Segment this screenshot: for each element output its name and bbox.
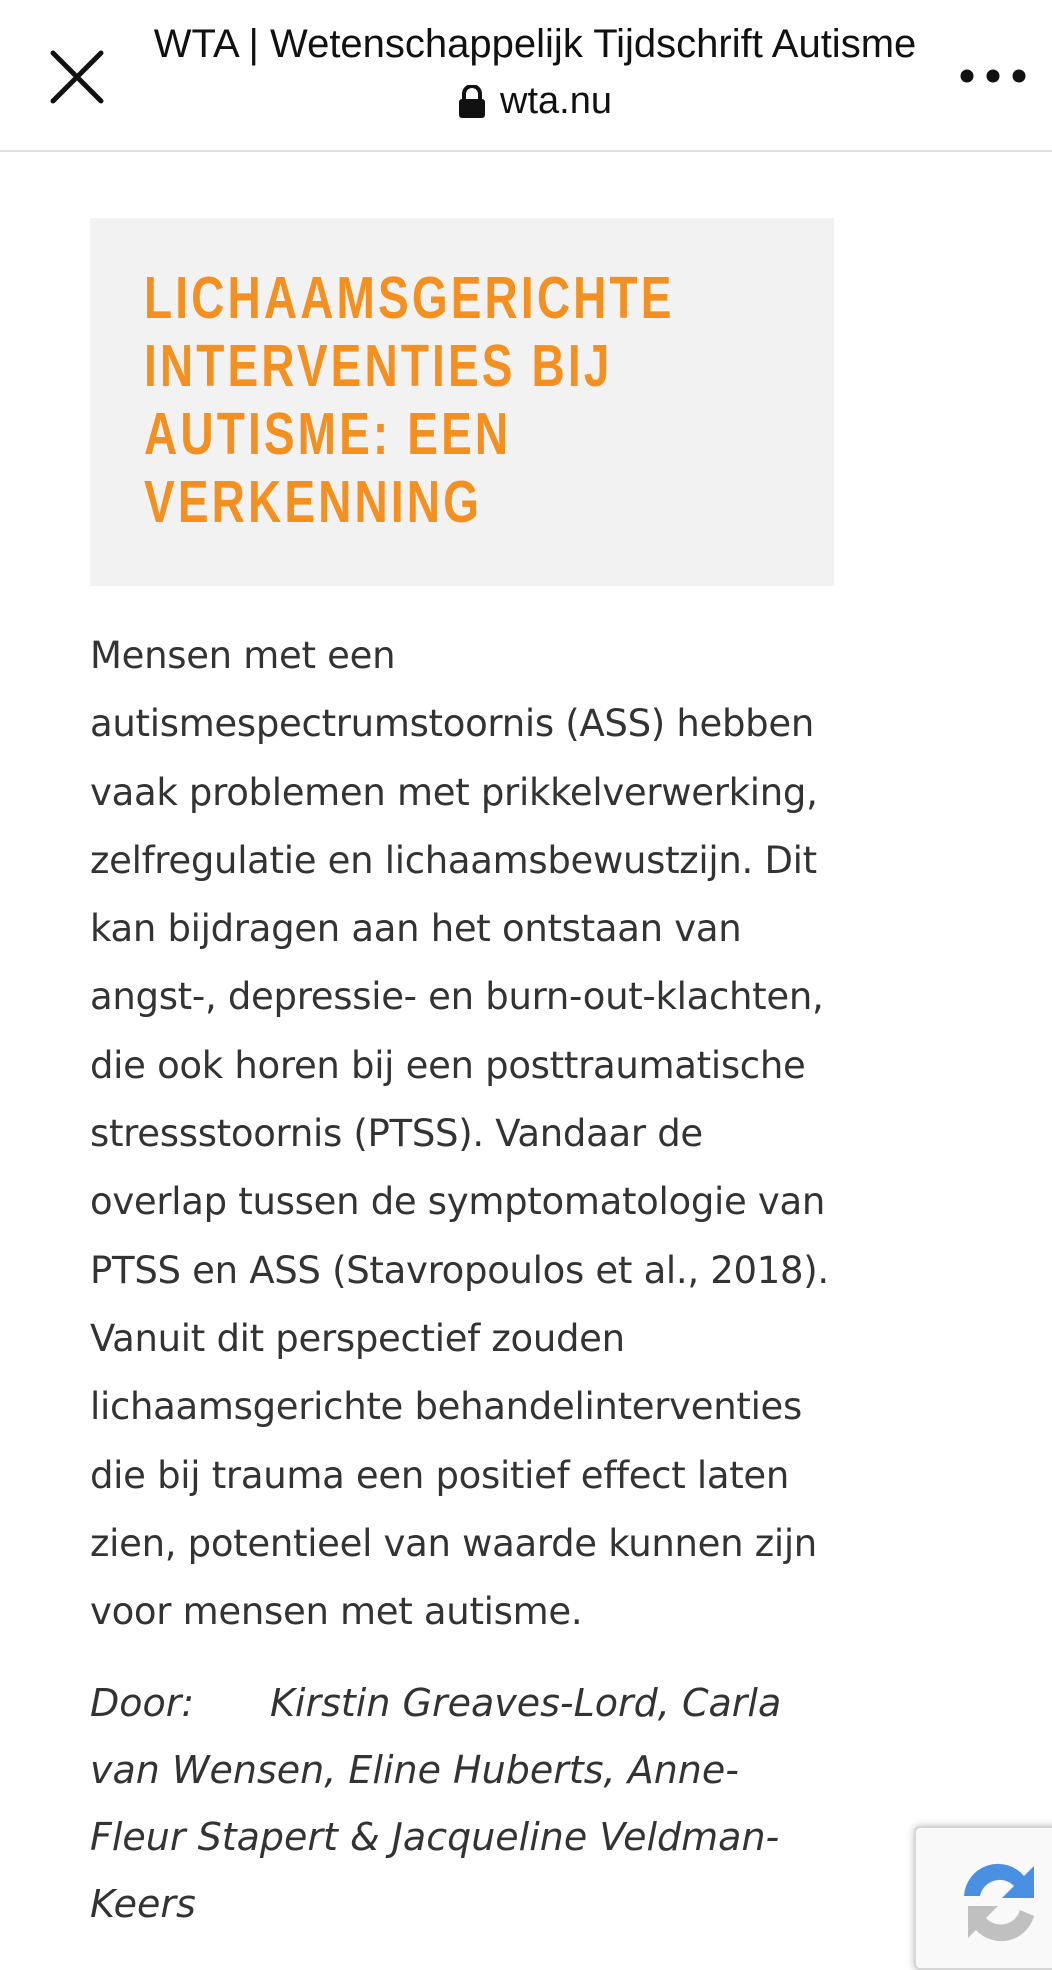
article-intro: Mensen met een autismespectrumstoornis (ASS) hebben vaak problemen met prikkelverwerking, zelfregulatie en lichaamsbewustzijn. Dit kan bijdragen aan het ontstaan van angst-, depressie- en burn-out-klachten, die ook horen bij een posttraumatische stressstoornis (PTSS). Vandaar de overlap tussen de symptomatologie van PTSS en ASS (Stavropoulos et al., 2018). Vanuit dit perspectief zouden lichaamsgerichte behandelinterventies die bij trauma een positief effect laten zien, potentieel van waarde kunnen zijn voor mensen met autisme. bbox=[90, 634, 829, 1634]
page-title: WTA | Wetenschappelijk Tijdschrift Autisme bbox=[153, 22, 917, 66]
article-content bbox=[90, 218, 834, 1938]
lock-icon bbox=[458, 85, 486, 119]
recaptcha-icon bbox=[916, 1828, 1052, 1968]
authors-label: Door: bbox=[90, 1681, 195, 1726]
article-authors bbox=[90, 1670, 834, 1938]
more-options-button[interactable] bbox=[948, 44, 1038, 108]
authors-names: Kirstin Greaves-Lord, Carla van Wensen, Eline Huberts, Anne-Fleur Stapert & Jacqueline Veldman-Keers bbox=[90, 1681, 782, 1927]
more-icon bbox=[960, 69, 1026, 83]
article-hero bbox=[90, 218, 834, 586]
close-icon bbox=[49, 49, 105, 105]
url-text: wta.nu bbox=[500, 80, 612, 122]
url-display[interactable] bbox=[150, 80, 920, 123]
close-button[interactable] bbox=[38, 38, 116, 116]
article-title: LICHAAMSGERICHTE INTERVENTIES BIJ AUTISME: EEN VERKENNING bbox=[144, 265, 675, 535]
recaptcha-badge[interactable] bbox=[914, 1826, 1052, 1970]
browser-toolbar bbox=[0, 0, 1052, 152]
